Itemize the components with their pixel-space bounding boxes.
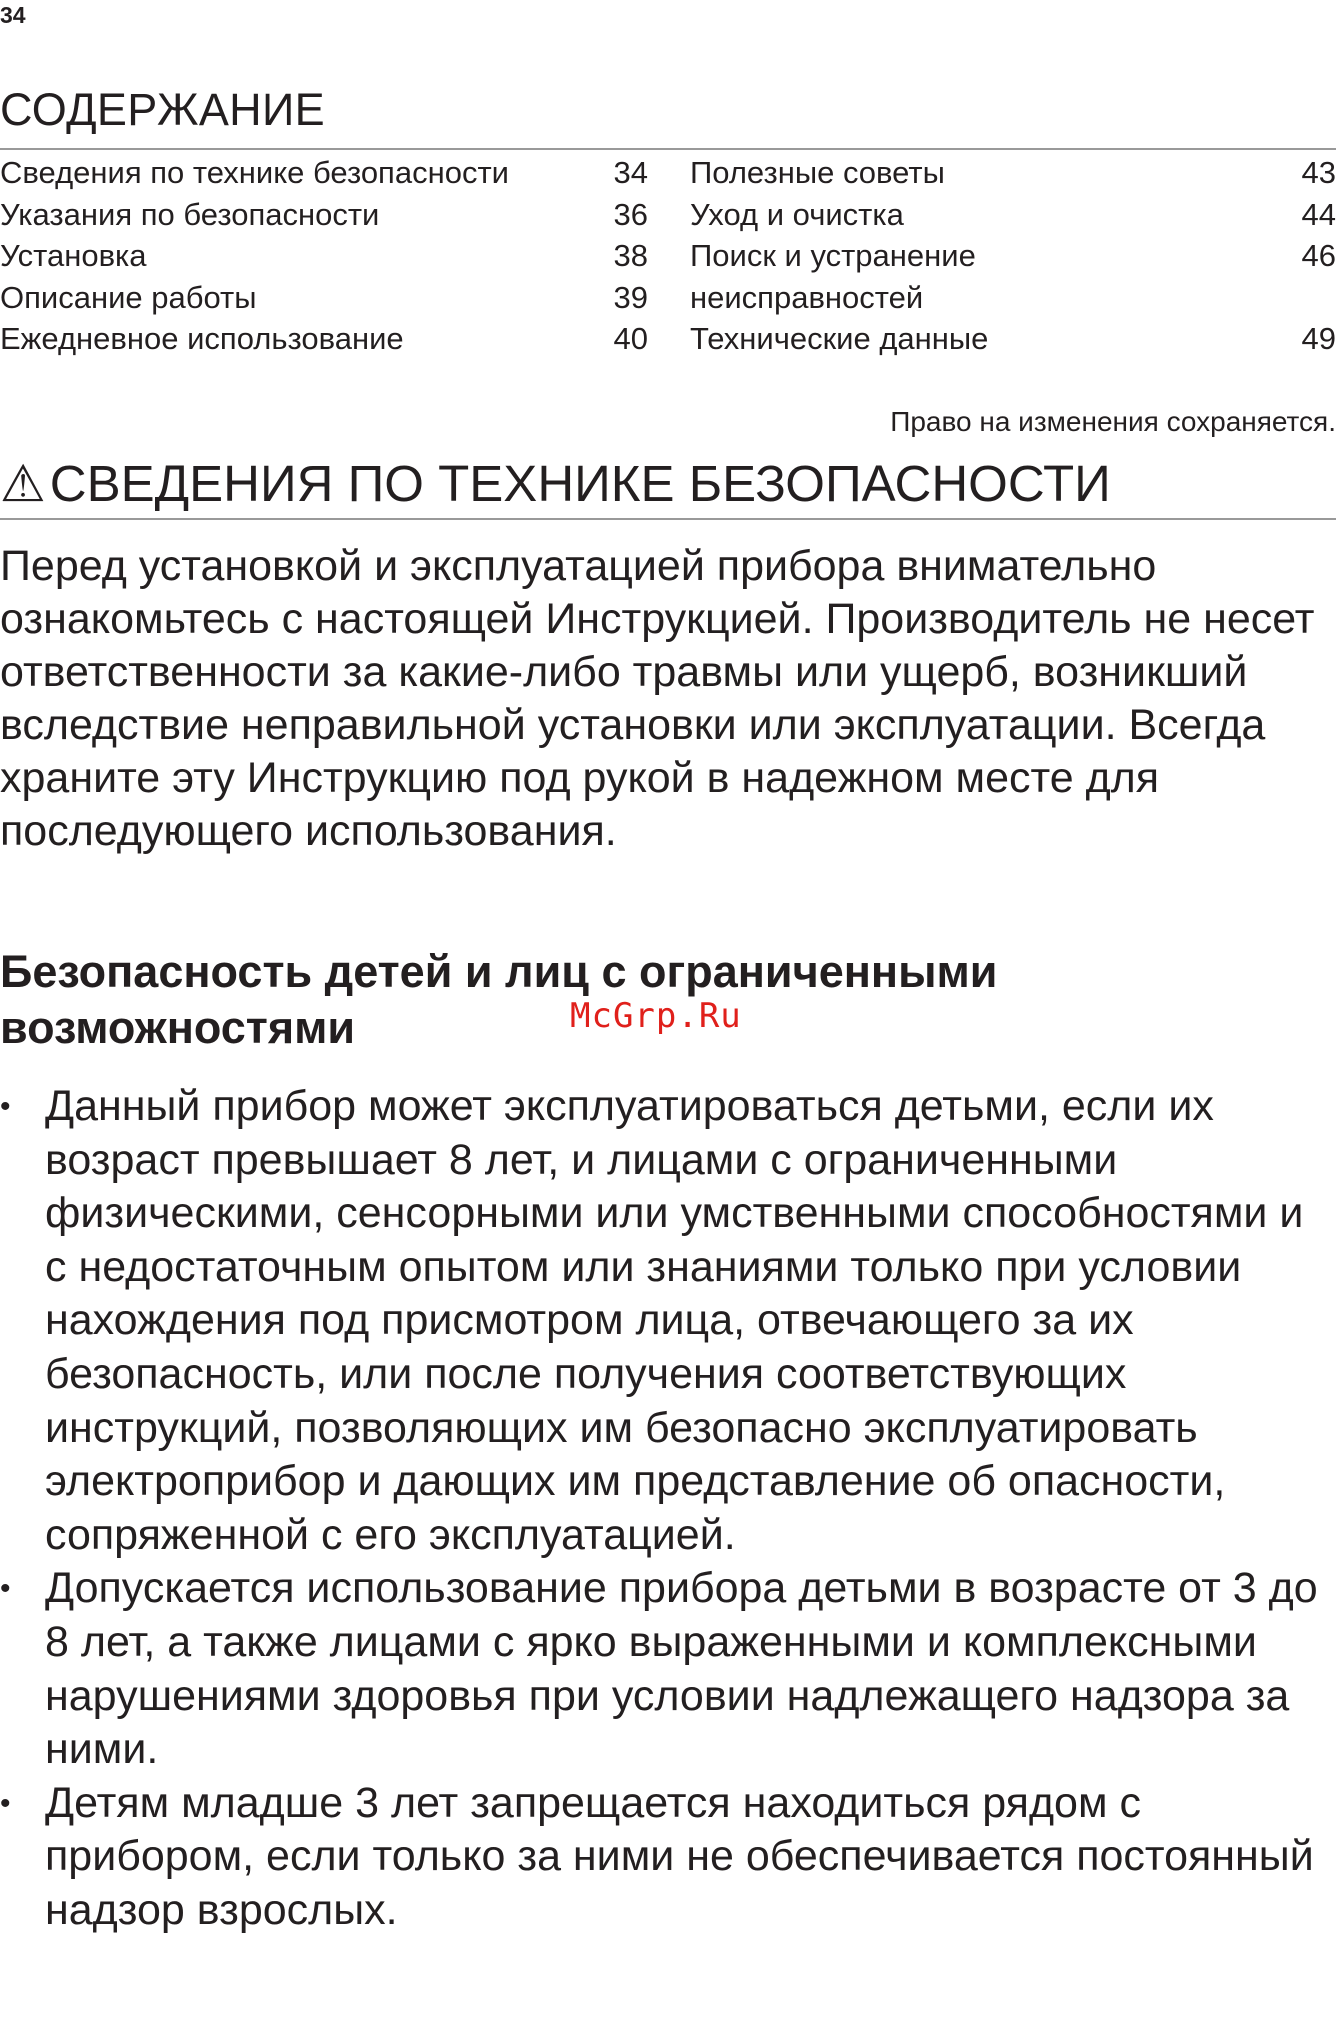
- list-item-text: Допускается использование прибора детьми в возрасте от 3 до 8 лет, а также лицами с ярко выраженными и комплексными нарушениями здоровья при условии надлежащего надзора за ними.: [45, 1564, 1318, 1774]
- toc-item-page: 39: [613, 279, 648, 315]
- bullet-icon: •: [0, 1572, 11, 1606]
- safety-section-heading: [0, 454, 1111, 514]
- subsection-title: Безопасность детей и лиц с ограниченными возможностями: [0, 946, 998, 1053]
- toc-title: СОДЕРЖАНИЕ: [0, 84, 325, 135]
- toc-item-page: 46: [1301, 238, 1336, 273]
- toc-item[interactable]: [0, 318, 648, 360]
- toc-item-page: 36: [613, 196, 648, 232]
- toc-item-label: Сведения по технике безопасности: [0, 155, 509, 190]
- toc-item-label: Указания по безопасности: [0, 196, 380, 232]
- list-item: [0, 1562, 1336, 1776]
- toc-item-page: 40: [613, 321, 648, 356]
- toc-left-column: [0, 152, 648, 360]
- toc-item[interactable]: [0, 235, 648, 277]
- warning-triangle-icon: ⚠: [0, 455, 46, 512]
- bullet-icon: •: [0, 1786, 11, 1820]
- toc-item-page: 43: [1301, 155, 1336, 190]
- list-item: [0, 1777, 1336, 1938]
- list-item-text: Данный прибор может эксплуатироваться детьми, если их возраст превышает 8 лет, и лицами с ограниченными физическими, сенсорными или умственными способностями и с недостаточным опытом или знаниями только при условии нахождения под присмотром лица, отвечающего за их безопасность, или после получения соответствующих инструкций, позволяющих им безопасно эксплуатировать электроприбор и дающих им представление об опасности, сопряженной с его эксплуатацией.: [45, 1082, 1304, 1559]
- toc-item[interactable]: [690, 235, 1336, 318]
- watermark: McGrp.Ru: [570, 996, 742, 1036]
- toc-item-page: 44: [1301, 196, 1336, 232]
- toc-item[interactable]: [0, 194, 648, 236]
- toc-item-page: 38: [613, 238, 648, 273]
- toc-item-page: 34: [613, 155, 648, 190]
- toc-item-page: 49: [1301, 321, 1336, 356]
- toc-item-label: Полезные советы: [690, 155, 945, 190]
- list-item: [0, 1080, 1336, 1562]
- rights-notice: Право на изменения сохраняется.: [890, 406, 1336, 437]
- toc-item-label: Поиск и устранение неисправностей: [690, 238, 976, 315]
- toc-divider: [0, 148, 1336, 150]
- toc-item-label: Установка: [0, 238, 147, 273]
- page-number: 34: [0, 2, 26, 28]
- list-item-text: Детям младше 3 лет запрещается находиться рядом с прибором, если только за ними не обеспечивается постоянный надзор взрослых.: [45, 1778, 1314, 1934]
- toc-item[interactable]: [0, 277, 648, 319]
- toc-item[interactable]: [690, 194, 1336, 236]
- toc-item[interactable]: [690, 152, 1336, 194]
- toc-right-column: [690, 152, 1336, 360]
- toc-item[interactable]: [0, 152, 648, 194]
- toc-item-label: Ежедневное использование: [0, 321, 404, 356]
- safety-intro-paragraph: Перед установкой и эксплуатацией прибора внимательно ознакомьтесь с настоящей Инструкцией. Производитель не несет ответственности за какие-либо травмы или ущерб, возникший вследствие неправильной установки или эксплуатации. Всегда храните эту Инструкцию под рукой в надежном месте для последующего использования.: [0, 542, 1315, 855]
- bullet-icon: •: [0, 1090, 11, 1123]
- toc-item-label: Технические данные: [690, 321, 989, 356]
- bullet-list: [0, 1080, 1336, 1938]
- toc-item-label: Описание работы: [0, 279, 257, 315]
- safety-section-title: СВЕДЕНИЯ ПО ТЕХНИКЕ БЕЗОПАСНОСТИ: [49, 455, 1111, 512]
- toc-item-label: Уход и очистка: [690, 196, 904, 232]
- section-divider: [0, 518, 1336, 520]
- toc-item[interactable]: [690, 318, 1336, 360]
